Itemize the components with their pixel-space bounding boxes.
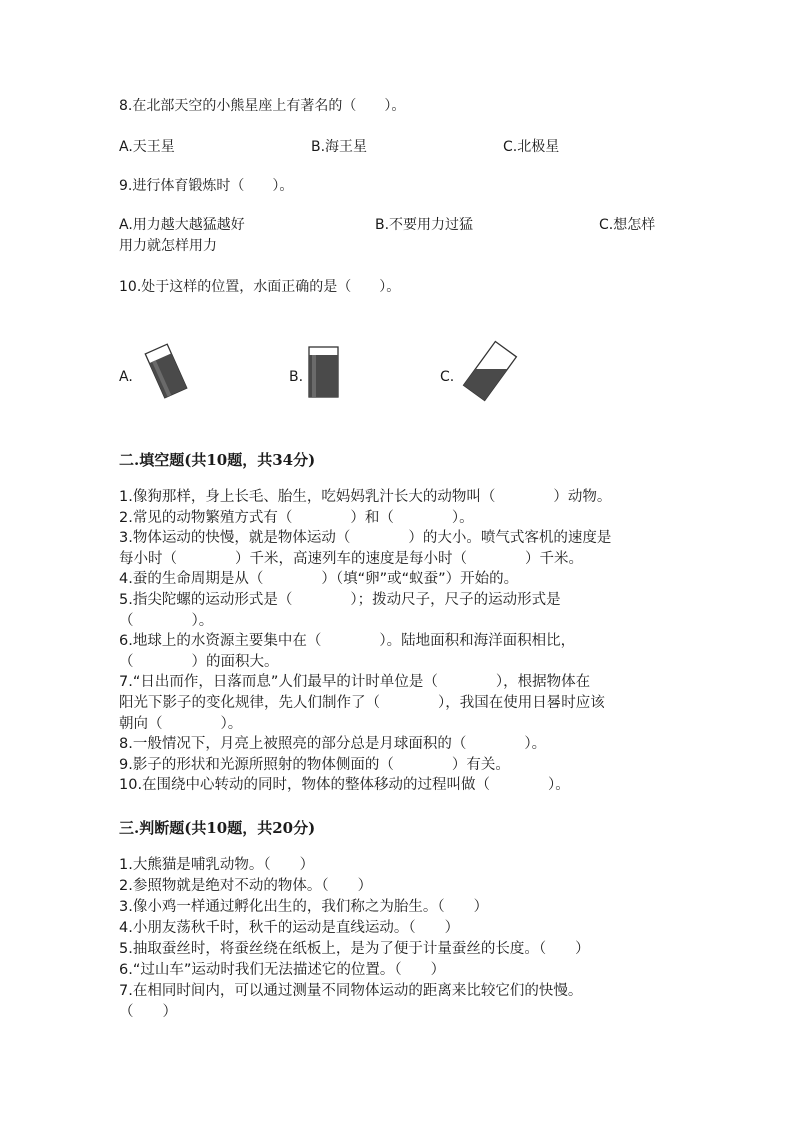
judge-question-line: 4.小朋友荡秋千时，秋千的运动是直线运动。（ ） [119, 920, 460, 936]
judge-question-line: 1.大熊猫是哺乳动物。（ ） [119, 857, 315, 873]
fill-section-title: 二.填空题(共10题，共34分) [119, 451, 316, 469]
fill-question-line: 8.一般情况下，月亮上被照亮的部分总是月球面积的（ ）。 [119, 736, 547, 753]
fill-question-line: （ ）的面积大。 [119, 653, 279, 670]
fill-question-line: 2.常见的动物繁殖方式有（ ）和（ ）。 [119, 509, 474, 526]
fill-question-line: 9.影子的形状和光源所照射的物体侧面的（ ）有关。 [119, 756, 510, 773]
question-9-option-c-continued: 用力就怎样用力 [119, 238, 217, 254]
question-10-option-c: C. [440, 369, 455, 385]
fill-question-line: 阳光下影子的变化规律，先人们制作了（ ），我国在使用日晷时应该 [119, 695, 605, 711]
judge-question-line: 2.参照物就是绝对不动的物体。（ ） [119, 878, 373, 894]
question-10-option-b: B. [289, 369, 304, 385]
fill-question-line: 7.“日出而作，日落而息”人们最早的计时单位是（ ），根据物体在 [119, 674, 591, 691]
question-10-option-a: A. [119, 369, 133, 385]
question-9-stem: 9.进行体育锻炼时（ ）。 [119, 178, 294, 194]
question-9-option-b: B.不要用力过猛 [375, 217, 474, 233]
judge-question-line: 6.“过山车”运动时我们无法描述它的位置。（ ） [119, 962, 446, 978]
fill-question-line: 3.物体运动的快慢，就是物体运动（ ）的大小。喷气式客机的速度是 [119, 530, 612, 547]
upright-beaker-b-image [303, 344, 343, 400]
question-8-option-c: C.北极星 [503, 139, 560, 155]
fill-question-line: （ ）。 [119, 612, 214, 629]
question-10-stem: 10.处于这样的位置，水面正确的是（ ）。 [119, 279, 401, 295]
judge-question-line: 5.抽取蚕丝时，将蚕丝绕在纸板上，是为了便于计量蚕丝的长度。（ ） [119, 941, 590, 957]
fill-question-line: 10.在围绕中心转动的同时，物体的整体移动的过程叫做（ ）。 [119, 777, 570, 794]
fill-question-line: 每小时（ ）千米，高速列车的速度是每小时（ ）千米。 [119, 550, 583, 567]
fill-question-line: 5.指尖陀螺的运动形式是（ ）；拨动尺子，尺子的运动形式是 [119, 592, 561, 608]
question-9-option-c: C.想怎样 [599, 217, 656, 233]
fill-question-line: 朝向（ ）。 [119, 715, 243, 732]
tilted-beaker-a-image [138, 340, 198, 404]
fill-question-line: 6.地球上的水资源主要集中在（ ）。陆地面积和海洋面积相比， [119, 633, 576, 650]
question-9-option-a: A.用力越大越猛越好 [119, 217, 245, 233]
tilted-beaker-c-image [460, 337, 522, 407]
question-8-option-a: A.天王星 [119, 139, 175, 155]
judge-question-line: （ ） [119, 1004, 177, 1020]
judge-question-line: 3.像小鸡一样通过孵化出生的，我们称之为胎生。（ ） [119, 899, 489, 915]
fill-question-line: 4.蚕的生命周期是从（ ）（填“卵”或“蚁蚕”）开始的。 [119, 571, 519, 588]
question-8-stem: 8.在北部天空的小熊星座上有著名的（ ）。 [119, 98, 406, 114]
question-8-option-b: B.海王星 [311, 139, 368, 155]
judge-section-title: 三.判断题(共10题，共20分) [119, 819, 316, 837]
judge-question-line: 7.在相同时间内，可以通过测量不同物体运动的距离来比较它们的快慢。 [119, 983, 583, 999]
fill-question-line: 1.像狗那样，身上长毛、胎生，吃妈妈乳汁长大的动物叫（ ）动物。 [119, 489, 612, 505]
